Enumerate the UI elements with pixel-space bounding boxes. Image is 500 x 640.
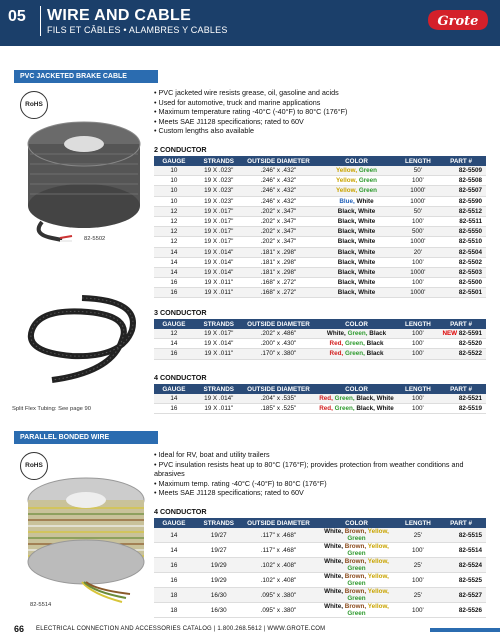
pvc-3-conductor-title: 3 CONDUCTOR (154, 308, 207, 317)
table-cell: 100' (400, 278, 437, 288)
table-header-row (154, 384, 486, 394)
table-row (154, 196, 486, 206)
table-cell: Black, White (313, 216, 399, 226)
table-row (154, 329, 486, 339)
page-header (0, 0, 500, 46)
table-cell: 14 (154, 394, 194, 404)
table-cell: 82-5527 (436, 588, 486, 603)
table-cell: .117" x .468" (244, 543, 314, 558)
table-cell: 1000' (400, 267, 437, 277)
table-row (154, 349, 486, 359)
table-cell: .102" x .408" (244, 573, 314, 588)
table-row (154, 186, 486, 196)
table-cell: .200" x .430" (244, 339, 314, 349)
table-cell: 10 (154, 196, 194, 206)
column-header: STRANDS (194, 518, 244, 528)
table-cell: .202" x .347" (244, 227, 314, 237)
table-cell: 82-5504 (436, 247, 486, 257)
table-cell: Black, White (313, 267, 399, 277)
table-cell: .246" x .432" (244, 166, 314, 176)
grote-logo[interactable] (426, 6, 490, 34)
table-cell: Black, White (313, 237, 399, 247)
pvc-3-conductor-table (154, 319, 486, 360)
table-cell: 82-5503 (436, 267, 486, 277)
table-cell: 100' (400, 573, 437, 588)
table-cell: Red, Green, Black, White (313, 404, 399, 414)
svg-text:Grote: Grote (437, 14, 479, 29)
table-cell: 19 X .017" (194, 227, 244, 237)
table-cell: .170" x .380" (244, 349, 314, 359)
split-flex-tubing-image (12, 290, 154, 400)
table-cell: 82-5550 (436, 227, 486, 237)
feature-item: • Maximum temp. rating -40°C (-40°F) to 80°C (176°F) (154, 479, 474, 489)
table-row (154, 528, 486, 543)
table-cell: 10 (154, 186, 194, 196)
table-cell: 19 X .014" (194, 257, 244, 267)
table-cell: 82-5520 (436, 339, 486, 349)
table-cell: .185" x .525" (244, 404, 314, 414)
table-cell: Yellow, Green (313, 176, 399, 186)
table-cell: 19 X .017" (194, 206, 244, 216)
table-cell: .102" x .408" (244, 558, 314, 573)
table-cell: Black, White (313, 227, 399, 237)
table-cell: 19 X .014" (194, 394, 244, 404)
table-cell: 19 X .014" (194, 247, 244, 257)
table-row (154, 394, 486, 404)
column-header: OUTSIDE DIAMETER (244, 384, 314, 394)
table-cell: 16 (154, 558, 194, 573)
table-cell: 82-5525 (436, 573, 486, 588)
table-row (154, 257, 486, 267)
feature-item: • Meets SAE J1128 specifications; rated to 60V (154, 488, 474, 498)
feature-item: • Custom lengths also available (154, 126, 474, 136)
table-cell: 14 (154, 528, 194, 543)
column-header: COLOR (313, 518, 399, 528)
table-cell: 10 (154, 166, 194, 176)
table-row (154, 543, 486, 558)
table-cell: 100' (400, 329, 437, 339)
column-header: GAUGE (154, 156, 194, 166)
table-cell: 19 X .011" (194, 349, 244, 359)
table-cell: 16 (154, 288, 194, 298)
table-cell: .202" x .347" (244, 216, 314, 226)
table-cell: 12 (154, 237, 194, 247)
table-cell: 82-5514 (436, 543, 486, 558)
page-number: 66 (14, 624, 25, 634)
table-cell: .202" x .486" (244, 329, 314, 339)
table-row (154, 227, 486, 237)
table-cell: Red, Green, Black (313, 349, 399, 359)
table-cell: 19 X .011" (194, 288, 244, 298)
table-cell: 19 X .011" (194, 404, 244, 414)
table-cell: .246" x .432" (244, 176, 314, 186)
table-row (154, 588, 486, 603)
page-footer (0, 620, 500, 640)
table-cell: 19 X .023" (194, 186, 244, 196)
table-cell: 1000' (400, 288, 437, 298)
feature-item: • Maximum temperature rating -40°C (-40°F) to 80°C (176°F) (154, 107, 474, 117)
table-cell: 19/27 (194, 543, 244, 558)
table-cell: 1000' (400, 186, 437, 196)
table-cell: 16/30 (194, 603, 244, 618)
table-cell: .202" x .347" (244, 237, 314, 247)
column-header: OUTSIDE DIAMETER (244, 518, 314, 528)
table-cell: White, Brown, Yellow, Green (313, 558, 399, 573)
table-cell: 16 (154, 404, 194, 414)
rohs-badge: RoHS (20, 452, 48, 480)
feature-item: • Ideal for RV, boat and utility trailers (154, 450, 474, 460)
table-cell: 14 (154, 257, 194, 267)
table-cell: .246" x .432" (244, 196, 314, 206)
column-header: COLOR (313, 319, 399, 329)
table-cell: 82-5500 (436, 278, 486, 288)
table-cell: 14 (154, 339, 194, 349)
table-cell: 100' (400, 394, 437, 404)
table-cell: White, Brown, Yellow, Green (313, 603, 399, 618)
table-cell: .246" x .432" (244, 186, 314, 196)
parallel-section-bar: PARALLEL BONDED WIRE (14, 431, 158, 444)
table-cell: 19 X .023" (194, 176, 244, 186)
table-row (154, 216, 486, 226)
table-cell: .095" x .380" (244, 588, 314, 603)
rohs-badge: RoHS (20, 91, 48, 119)
table-cell: 100' (400, 404, 437, 414)
table-cell: 12 (154, 227, 194, 237)
table-cell: 82-5509 (436, 166, 486, 176)
table-row (154, 278, 486, 288)
table-cell: 12 (154, 329, 194, 339)
table-cell: 14 (154, 267, 194, 277)
feature-item: • Meets SAE J1128 specifications; rated to 60V (154, 117, 474, 127)
table-cell: 100' (400, 216, 437, 226)
table-cell: 1000' (400, 237, 437, 247)
table-cell: 100' (400, 339, 437, 349)
section-number: 05 (8, 8, 26, 25)
column-header: PART # (436, 156, 486, 166)
table-cell: 82-5524 (436, 558, 486, 573)
header-divider (40, 6, 41, 36)
table-cell: 18 (154, 588, 194, 603)
table-cell: 18 (154, 603, 194, 618)
parallel-image-caption: 82-5514 (30, 602, 52, 608)
feature-item: • PVC jacketed wire resists grease, oil, gasoline and acids (154, 88, 474, 98)
table-cell: .095" x .380" (244, 603, 314, 618)
column-header: GAUGE (154, 319, 194, 329)
table-cell: 20' (400, 247, 437, 257)
table-row (154, 166, 486, 176)
pvc-image-caption: 82-5502 (84, 236, 106, 242)
column-header: PART # (436, 384, 486, 394)
table-cell: 12 (154, 206, 194, 216)
table-cell: 19 X .011" (194, 278, 244, 288)
table-cell: White, Brown, Yellow, Green (313, 528, 399, 543)
table-cell: 12 (154, 216, 194, 226)
table-cell: 82-5507 (436, 186, 486, 196)
table-cell: .168" x .272" (244, 288, 314, 298)
table-row (154, 558, 486, 573)
table-cell: Black, White (313, 278, 399, 288)
pvc-4-conductor-table (154, 384, 486, 414)
column-header: LENGTH (400, 518, 437, 528)
table-row (154, 404, 486, 414)
column-header: LENGTH (400, 319, 437, 329)
column-header: PART # (436, 319, 486, 329)
table-cell: 16/30 (194, 588, 244, 603)
table-cell: White, Brown, Yellow, Green (313, 588, 399, 603)
table-cell: 82-5515 (436, 528, 486, 543)
table-cell: 16 (154, 573, 194, 588)
table-cell: 16 (154, 349, 194, 359)
table-cell: 14 (154, 543, 194, 558)
table-row (154, 573, 486, 588)
pvc-features-list (154, 88, 474, 136)
table-row (154, 267, 486, 277)
table-cell: 50' (400, 206, 437, 216)
table-cell: Yellow, Green (313, 186, 399, 196)
table-cell: NEW 82-5591 (436, 329, 486, 339)
table-header-row (154, 319, 486, 329)
table-cell: 100' (400, 257, 437, 267)
table-row (154, 247, 486, 257)
table-cell: Black, White (313, 206, 399, 216)
page-subtitle: FILS ET CÂBLES • ALAMBRES Y CABLES (47, 25, 228, 35)
parallel-features-list (154, 450, 474, 498)
table-row (154, 603, 486, 618)
parallel-wire-spool-image (22, 470, 150, 608)
table-cell: 82-5511 (436, 216, 486, 226)
table-cell: 50' (400, 166, 437, 176)
table-cell: 82-5519 (436, 404, 486, 414)
table-cell: 19 X .014" (194, 267, 244, 277)
table-cell: 19 X .023" (194, 196, 244, 206)
table-cell: 82-5508 (436, 176, 486, 186)
parallel-4-conductor-title: 4 CONDUCTOR (154, 507, 207, 516)
table-cell: 25' (400, 528, 437, 543)
table-cell: .204" x .535" (244, 394, 314, 404)
table-cell: 14 (154, 247, 194, 257)
table-cell: 82-5590 (436, 196, 486, 206)
table-cell: 10 (154, 176, 194, 186)
split-flex-caption: Split Flex Tubing: See page 90 (12, 406, 91, 412)
table-cell: 19 X .017" (194, 329, 244, 339)
table-cell: 82-5526 (436, 603, 486, 618)
pvc-section-bar: PVC JACKETED BRAKE CABLE (14, 70, 158, 83)
table-cell: Red, Green, Black (313, 339, 399, 349)
table-row (154, 288, 486, 298)
table-cell: Red, Green, Black, White (313, 394, 399, 404)
table-cell: 19 X .017" (194, 216, 244, 226)
table-cell: 1000' (400, 196, 437, 206)
table-cell: 16 (154, 278, 194, 288)
table-cell: White, Brown, Yellow, Green (313, 573, 399, 588)
column-header: OUTSIDE DIAMETER (244, 319, 314, 329)
table-cell: White, Brown, Yellow, Green (313, 543, 399, 558)
new-badge: NEW (442, 330, 459, 338)
table-cell: Black, White (313, 247, 399, 257)
table-cell: 19 X .023" (194, 166, 244, 176)
table-cell: .117" x .468" (244, 528, 314, 543)
column-header: LENGTH (400, 384, 437, 394)
column-header: STRANDS (194, 384, 244, 394)
column-header: COLOR (313, 384, 399, 394)
table-cell: Yellow, Green (313, 166, 399, 176)
table-header-row (154, 156, 486, 166)
column-header: OUTSIDE DIAMETER (244, 156, 314, 166)
table-cell: .181" x .298" (244, 247, 314, 257)
feature-item: • Used for automotive, truck and marine applications (154, 98, 474, 108)
table-cell: 19 X .014" (194, 339, 244, 349)
column-header: GAUGE (154, 518, 194, 528)
pvc-2-conductor-title: 2 CONDUCTOR (154, 145, 207, 154)
table-cell: 19/29 (194, 573, 244, 588)
table-cell: 25' (400, 588, 437, 603)
table-cell: White, Green, Black (313, 329, 399, 339)
table-cell: .181" x .298" (244, 267, 314, 277)
table-cell: Blue, White (313, 196, 399, 206)
column-header: STRANDS (194, 156, 244, 166)
table-cell: .168" x .272" (244, 278, 314, 288)
feature-item: • PVC insulation resists heat up to 80°C (176°F); provides protection from weather conditions and abrasives (154, 460, 474, 479)
table-cell: 82-5510 (436, 237, 486, 247)
table-cell: 100' (400, 349, 437, 359)
parallel-4-conductor-table (154, 518, 486, 618)
table-cell: 500' (400, 227, 437, 237)
column-header: LENGTH (400, 156, 437, 166)
table-cell: 25' (400, 558, 437, 573)
brake-cable-spool-image (22, 110, 146, 246)
column-header: STRANDS (194, 319, 244, 329)
table-cell: .181" x .298" (244, 257, 314, 267)
pvc-2-conductor-table (154, 156, 486, 298)
footer-accent-bar (430, 628, 500, 632)
table-cell: 82-5522 (436, 349, 486, 359)
table-cell: 100' (400, 543, 437, 558)
page-title: WIRE AND CABLE (47, 7, 192, 24)
table-cell: 100' (400, 603, 437, 618)
table-cell: 82-5521 (436, 394, 486, 404)
table-header-row (154, 518, 486, 528)
table-cell: 19 X .017" (194, 237, 244, 247)
table-row (154, 206, 486, 216)
column-header: COLOR (313, 156, 399, 166)
table-row (154, 176, 486, 186)
table-cell: Black, White (313, 257, 399, 267)
table-row (154, 339, 486, 349)
table-cell: 82-5502 (436, 257, 486, 267)
table-row (154, 237, 486, 247)
footer-text: ELECTRICAL CONNECTION AND ACCESSORIES CATALOG | 1.800.268.5612 | WWW.GROTE.COM (36, 626, 326, 632)
table-cell: 82-5512 (436, 206, 486, 216)
column-header: PART # (436, 518, 486, 528)
pvc-4-conductor-title: 4 CONDUCTOR (154, 373, 207, 382)
table-cell: 19/27 (194, 528, 244, 543)
table-cell: Black, White (313, 288, 399, 298)
table-cell: 82-5501 (436, 288, 486, 298)
table-cell: 100' (400, 176, 437, 186)
column-header: GAUGE (154, 384, 194, 394)
table-cell: 19/29 (194, 558, 244, 573)
table-cell: .202" x .347" (244, 206, 314, 216)
